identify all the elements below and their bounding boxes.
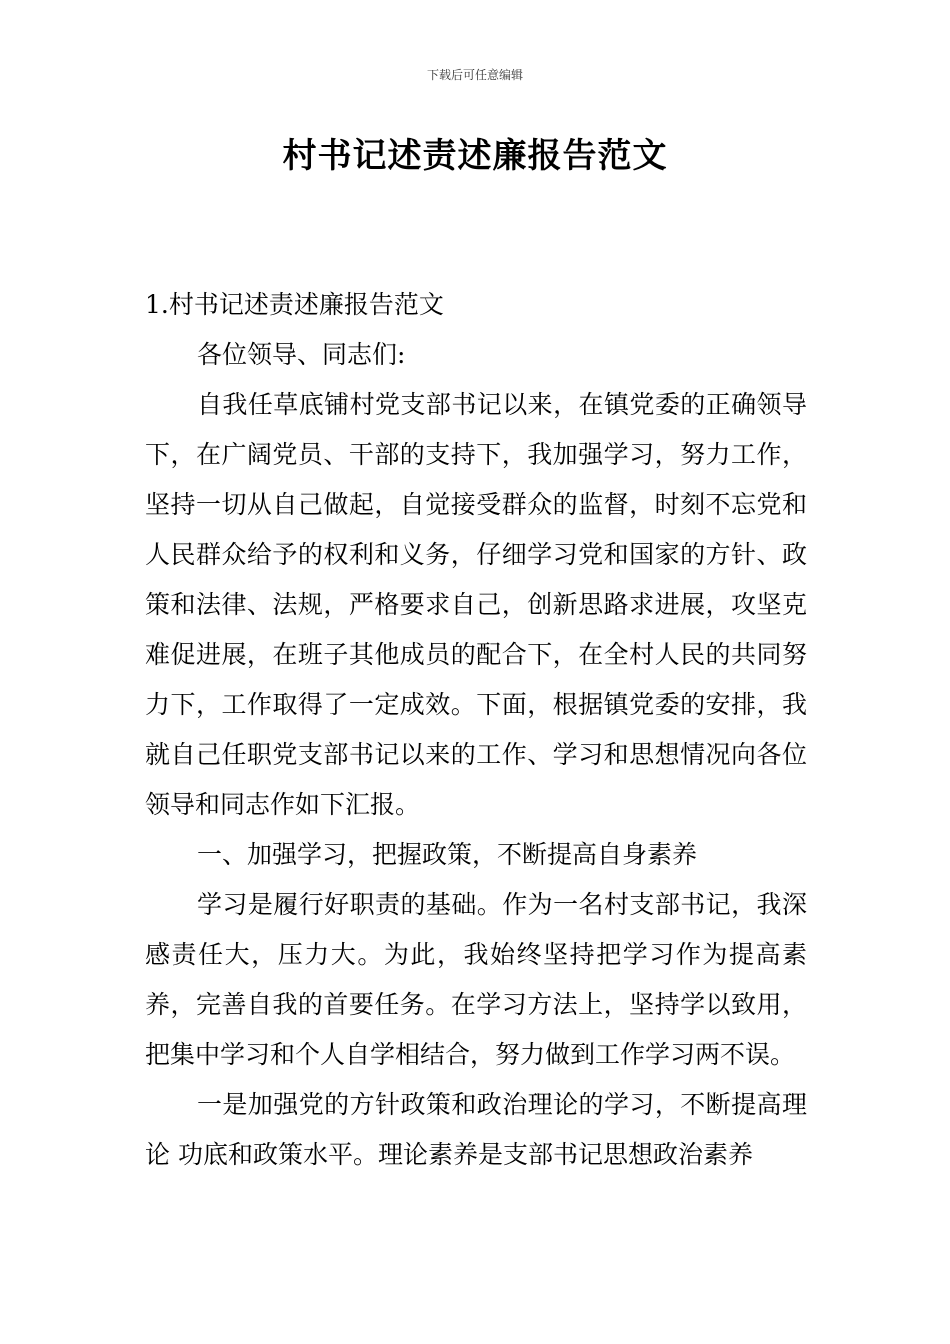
document-title: 村书记述责述廉报告范文: [282, 136, 668, 176]
section-label: 1.村书记述责述廉报告范文: [145, 290, 444, 319]
section-heading-1: 一、加强学习，把握政策，不断提高自身素养: [197, 840, 698, 869]
paragraph-study: 学习是履行好职责的基础。作为一名村支部书记，我深感责任大，压力大。为此，我始终坚持把学习作为提高素养，完善自我的首要任务。在学习方法上，坚持学以致用，把集中学习和个人自学相结合，努力做到工作学习两不误。: [145, 890, 807, 1069]
document-body: [145, 280, 807, 1180]
paragraph-intro: 自我任草底铺村党支部书记以来，在镇党委的正确领导下，在广阔党员、干部的支持下，我加强学习，努力工作，坚持一切从自己做起，自觉接受群众的监督，时刻不忘党和人民群众给予的权利和义务，仔细学习党和国家的方针、政策和法律、法规，严格要求自己，创新思路求进展，攻坚克难促进展，在班子其他成员的配合下，在全村人民的共同努力下，工作取得了一定成效。下面，根据镇党委的安排，我就自己任职党支部书记以来的工作、学习和思想情况向各位领导和同志作如下汇报。: [145, 390, 807, 819]
greeting: 各位领导、同志们:: [197, 340, 406, 369]
paragraph-policy: 一是加强党的方针政策和政治理论的学习，不断提高理论 功底和政策水平。理论素养是支部书记思想政治素养: [145, 1090, 807, 1169]
header-note: 下载后可任意编辑: [426, 68, 523, 82]
